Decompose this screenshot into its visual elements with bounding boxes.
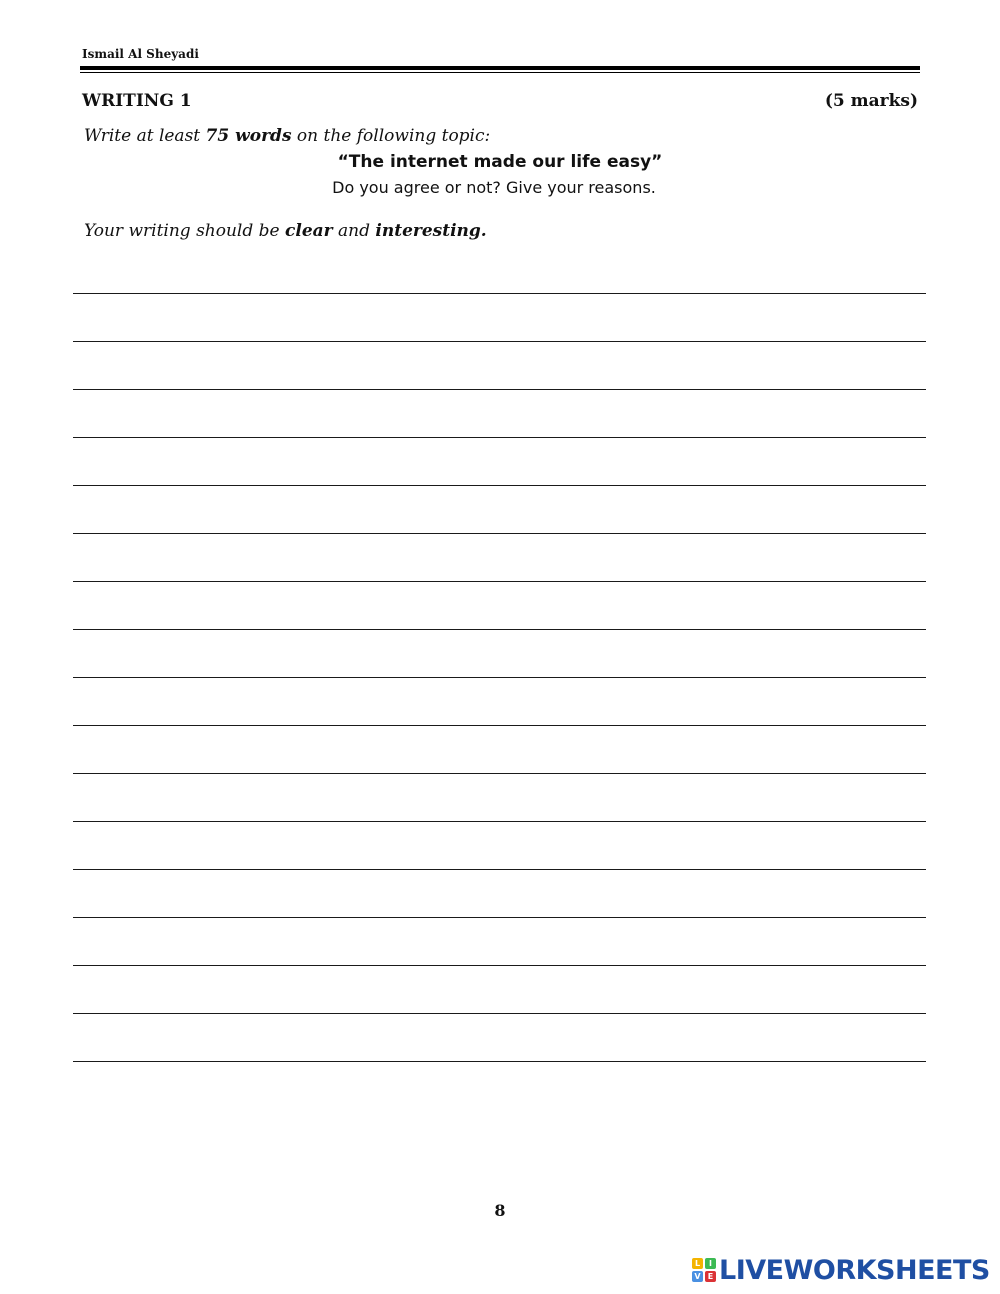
instruction-suffix: on the following topic:	[291, 126, 491, 146]
logo-mark-tile: V	[692, 1271, 703, 1282]
topic-title: “The internet made our life easy”	[337, 152, 663, 172]
header-divider-thick	[80, 66, 920, 70]
liveworksheets-logo	[692, 1256, 990, 1284]
instruction-text	[84, 126, 490, 146]
liveworksheets-logo-icon	[692, 1258, 716, 1282]
criteria-middle: and	[332, 221, 376, 241]
criteria-word-interesting: interesting.	[375, 221, 487, 241]
page-number: 8	[494, 1201, 506, 1220]
marks-label: (5 marks)	[824, 91, 918, 111]
logo-mark-tile: L	[692, 1258, 703, 1269]
logo-wordmark: LIVEWORKSHEETS	[719, 1254, 990, 1286]
instruction-prefix: Write at least	[84, 126, 206, 146]
instruction-emphasis: 75 words	[205, 126, 292, 146]
logo-mark-tile: E	[705, 1271, 716, 1282]
section-title: WRITING 1	[82, 91, 192, 111]
logo-mark-tile: I	[705, 1258, 716, 1269]
topic-question: Do you agree or not? Give your reasons.	[332, 178, 656, 197]
author-name: Ismail Al Sheyadi	[82, 47, 199, 61]
header-divider-thin	[80, 72, 920, 73]
writing-answer-field[interactable]	[73, 246, 926, 1063]
criteria-prefix: Your writing should be	[84, 221, 286, 241]
writing-criteria	[84, 221, 487, 241]
criteria-word-clear: clear	[285, 221, 333, 241]
